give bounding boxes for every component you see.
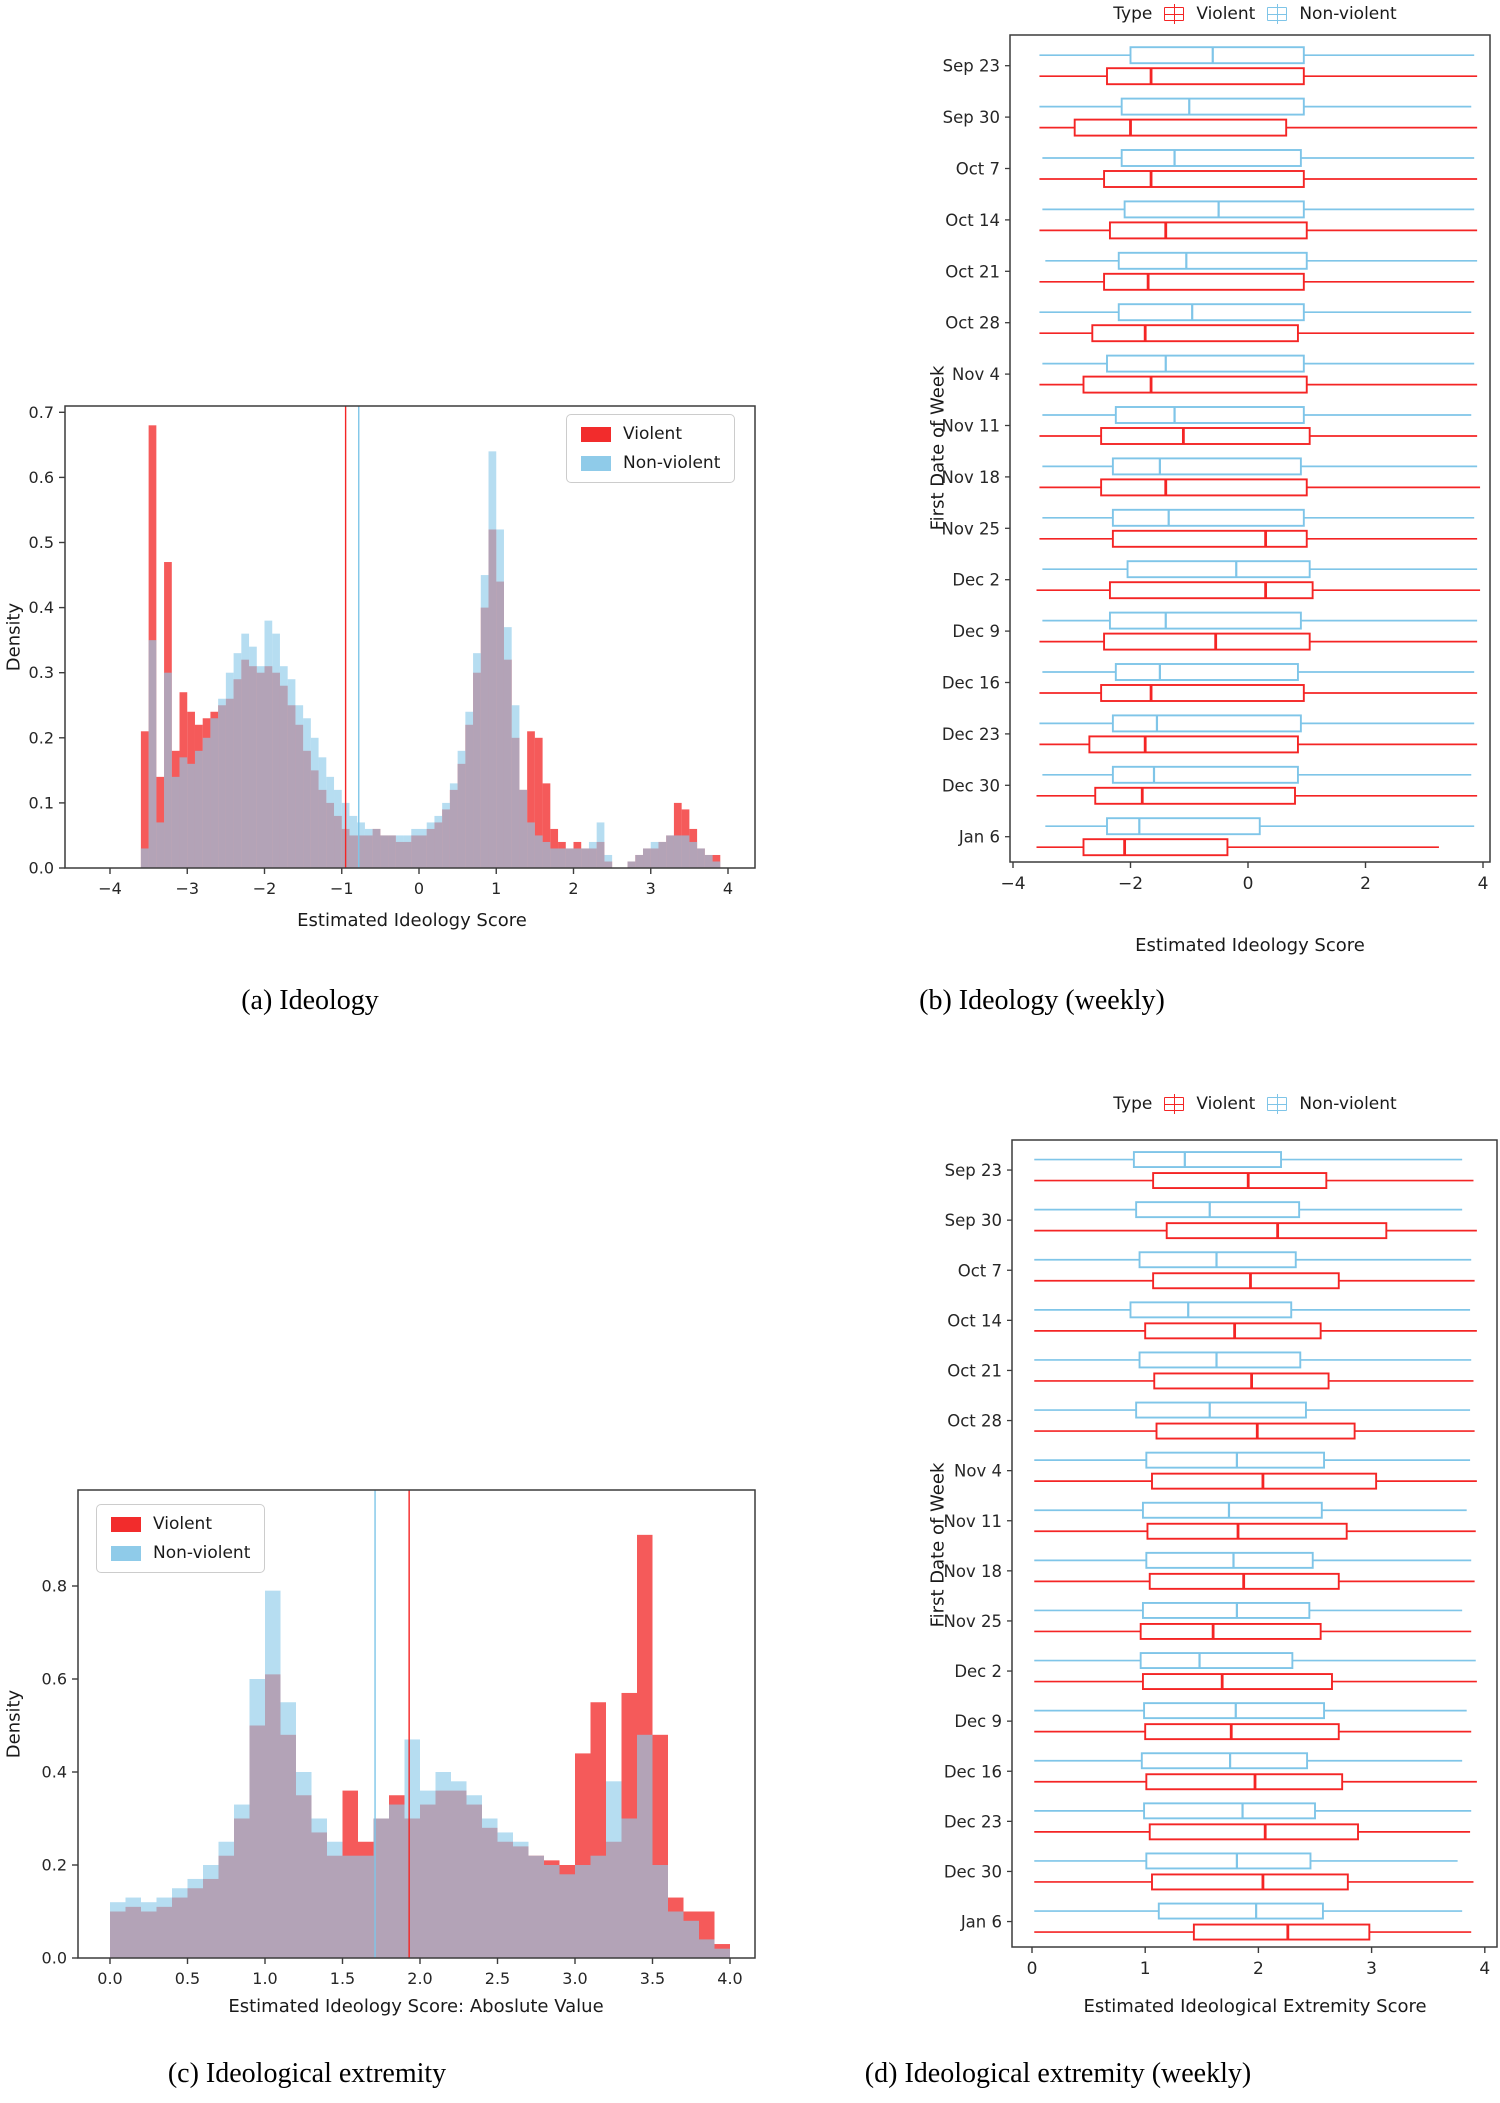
svg-text:Nov 4: Nov 4: [954, 1461, 1002, 1481]
svg-text:Dec 16: Dec 16: [943, 1762, 1002, 1782]
legend-violent-label: Violent: [1196, 4, 1256, 24]
svg-text:−2: −2: [252, 879, 277, 898]
panel-b-boxplot-canvas: [927, 0, 1500, 960]
legend-item-violent: [111, 1514, 250, 1534]
violent-swatch-icon: [581, 427, 611, 442]
svg-text:Dec 23: Dec 23: [943, 1812, 1002, 1832]
panel-c-y-axis-label: Density: [3, 1689, 25, 1759]
panel-a-legend: [566, 414, 735, 483]
legend-type-label: Type: [1113, 1094, 1153, 1114]
svg-text:2.5: 2.5: [484, 1969, 511, 1988]
svg-text:4.0: 4.0: [717, 1969, 743, 1988]
panel-b-y-axis-label: First Date of Week: [927, 365, 949, 531]
svg-text:Dec 23: Dec 23: [941, 724, 1000, 744]
caption-d: (d) Ideological extremity (weekly): [864, 2058, 1252, 2089]
legend-violent-label: Violent: [1196, 1094, 1256, 1114]
svg-text:Oct 21: Oct 21: [947, 1361, 1002, 1381]
svg-text:3.0: 3.0: [562, 1969, 588, 1988]
svg-text:0: 0: [1026, 1959, 1038, 1979]
svg-text:0.0: 0.0: [28, 858, 54, 878]
svg-text:Dec 2: Dec 2: [954, 1662, 1002, 1682]
svg-text:1.0: 1.0: [252, 1969, 278, 1988]
legend-nonviolent-label: Non-violent: [153, 1543, 251, 1563]
svg-text:Nov 25: Nov 25: [943, 1611, 1002, 1631]
panel-a-y-axis-label: Density: [3, 602, 25, 672]
svg-text:4: 4: [1477, 874, 1489, 894]
svg-text:0.2: 0.2: [28, 728, 54, 748]
legend-nonviolent-label: Non-violent: [1299, 4, 1397, 24]
svg-text:0.4: 0.4: [28, 598, 54, 618]
svg-text:2: 2: [568, 879, 579, 898]
svg-text:Oct 21: Oct 21: [945, 262, 1000, 282]
panel-d-x-axis-label: Estimated Ideological Extremity Score: [1083, 1996, 1427, 2017]
nonviolent-swatch-icon: [581, 456, 611, 471]
svg-text:Jan 6: Jan 6: [958, 827, 1000, 847]
svg-text:Nov 11: Nov 11: [943, 1511, 1002, 1531]
svg-text:1: 1: [491, 879, 502, 898]
svg-text:Oct 14: Oct 14: [945, 210, 1000, 230]
svg-text:0.0: 0.0: [97, 1969, 123, 1988]
legend-item-nonviolent: [111, 1543, 250, 1563]
svg-text:Oct 14: Oct 14: [947, 1311, 1002, 1331]
svg-text:Sep 30: Sep 30: [942, 108, 1000, 128]
svg-text:Dec 30: Dec 30: [941, 776, 1000, 796]
legend-nonviolent-label: Non-violent: [1299, 1094, 1397, 1114]
svg-text:Sep 30: Sep 30: [944, 1211, 1002, 1231]
panel-c-legend: [96, 1504, 265, 1573]
caption-a: (a) Ideology: [241, 985, 379, 1016]
svg-text:0: 0: [1242, 874, 1254, 894]
svg-text:3: 3: [645, 879, 656, 898]
svg-text:0.2: 0.2: [41, 1855, 67, 1875]
legend-item-violent: [581, 424, 720, 444]
svg-text:2.0: 2.0: [407, 1969, 433, 1988]
svg-text:0.6: 0.6: [41, 1669, 67, 1689]
svg-text:4: 4: [1479, 1959, 1491, 1979]
panel-b-x-axis-label: Estimated Ideology Score: [1135, 935, 1365, 956]
svg-text:Sep 23: Sep 23: [942, 56, 1000, 76]
legend-violent-label: Violent: [623, 424, 683, 444]
panel-a-x-axis-label: Estimated Ideology Score: [297, 910, 527, 931]
caption-c: (c) Ideological extremity: [167, 2058, 447, 2089]
svg-text:3: 3: [1366, 1959, 1378, 1979]
svg-text:1: 1: [1139, 1959, 1151, 1979]
svg-text:2: 2: [1252, 1959, 1264, 1979]
svg-text:Dec 9: Dec 9: [952, 622, 1000, 642]
svg-text:0.5: 0.5: [174, 1969, 201, 1988]
svg-text:Nov 25: Nov 25: [941, 519, 1000, 539]
svg-text:−4: −4: [98, 879, 122, 898]
svg-text:Oct 28: Oct 28: [947, 1411, 1002, 1431]
legend-nonviolent-label: Non-violent: [623, 453, 721, 473]
svg-text:Nov 4: Nov 4: [952, 365, 1000, 385]
legend-type-label: Type: [1113, 4, 1153, 24]
svg-text:−1: −1: [329, 879, 354, 898]
svg-text:4: 4: [722, 879, 734, 898]
caption-b: (b) Ideology (weekly): [919, 985, 1165, 1016]
svg-text:−2: −2: [1117, 874, 1144, 894]
svg-text:Oct 7: Oct 7: [955, 159, 1000, 179]
nonviolent-swatch-icon: [111, 1546, 141, 1561]
panel-d-boxplot-canvas: [927, 1090, 1500, 2103]
svg-text:Dec 2: Dec 2: [952, 570, 1000, 590]
svg-text:Sep 23: Sep 23: [944, 1161, 1002, 1181]
svg-text:0.1: 0.1: [28, 793, 54, 813]
svg-text:0.4: 0.4: [41, 1762, 67, 1782]
legend-violent-label: Violent: [153, 1514, 213, 1534]
svg-text:Nov 18: Nov 18: [943, 1561, 1002, 1581]
svg-text:Dec 16: Dec 16: [941, 673, 1000, 693]
svg-text:0.0: 0.0: [41, 1948, 67, 1968]
panel-c-x-axis-label: Estimated Ideology Score: Aboslute Value: [228, 1996, 604, 2017]
svg-text:0: 0: [413, 879, 425, 898]
svg-text:Jan 6: Jan 6: [960, 1912, 1002, 1932]
svg-text:0.3: 0.3: [28, 663, 54, 683]
svg-text:0.7: 0.7: [28, 402, 54, 422]
panel-d-y-axis-label: First Date of Week: [927, 1462, 949, 1628]
svg-text:−3: −3: [175, 879, 200, 898]
svg-text:0.8: 0.8: [41, 1576, 67, 1596]
svg-text:Nov 18: Nov 18: [941, 467, 1000, 487]
svg-text:Dec 30: Dec 30: [943, 1862, 1002, 1882]
svg-text:1.5: 1.5: [329, 1969, 356, 1988]
legend-item-nonviolent: [581, 453, 720, 473]
svg-text:−4: −4: [1000, 874, 1026, 894]
svg-text:2: 2: [1360, 874, 1371, 894]
svg-text:0.6: 0.6: [28, 467, 54, 487]
svg-text:Nov 11: Nov 11: [941, 416, 1000, 436]
svg-text:Oct 28: Oct 28: [945, 313, 1000, 333]
svg-text:0.5: 0.5: [28, 533, 54, 552]
svg-text:Oct 7: Oct 7: [957, 1261, 1002, 1281]
svg-text:Dec 9: Dec 9: [954, 1712, 1002, 1732]
violent-swatch-icon: [111, 1517, 141, 1532]
svg-text:3.5: 3.5: [639, 1969, 666, 1988]
